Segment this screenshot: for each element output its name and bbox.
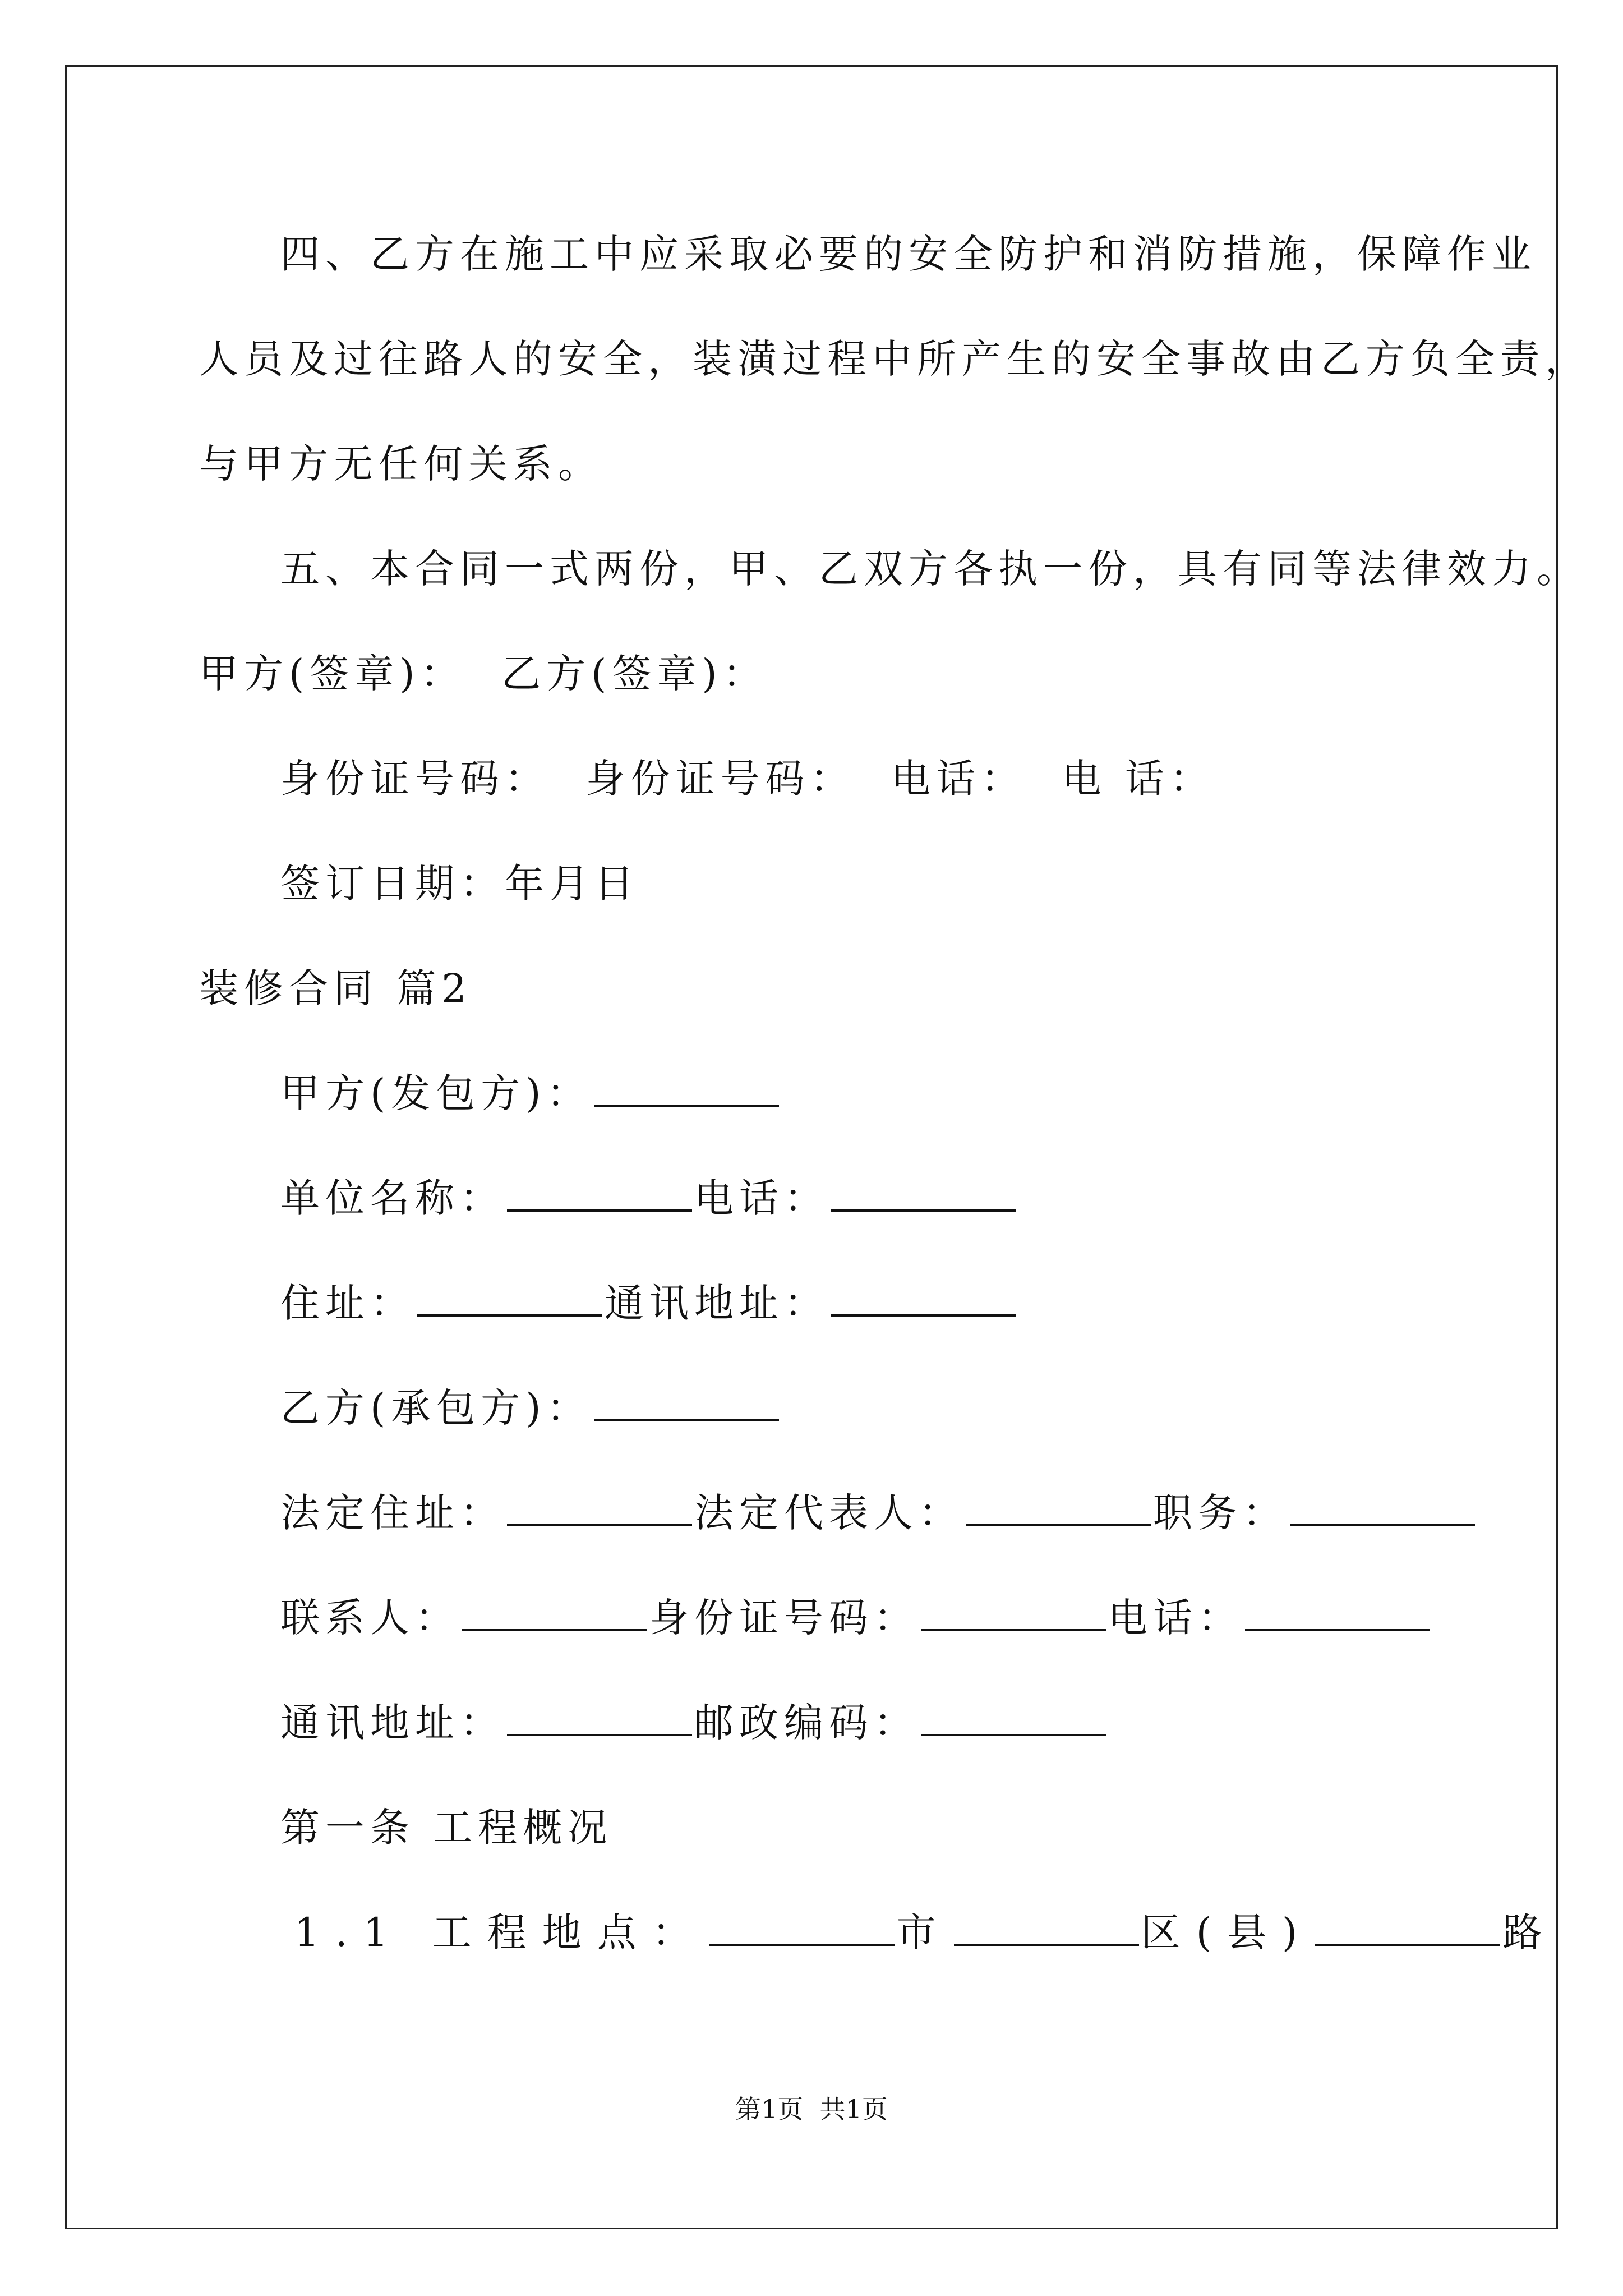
position-label: 职务：	[1153, 1490, 1288, 1536]
mail-address-blank[interactable]	[831, 1280, 1016, 1317]
position-blank[interactable]	[1290, 1489, 1475, 1526]
section-title: 装修合同 篇2	[199, 965, 472, 1011]
mail-address-label: 通讯地址：	[605, 1280, 829, 1326]
city-label: 市	[896, 1910, 952, 1955]
id-phone-line: 身份证号码： 身份证号码： 电话： 电 话：	[280, 756, 1215, 802]
legal-row	[280, 1485, 1477, 1541]
contact-blank[interactable]	[462, 1594, 647, 1631]
paragraph-5: 五、本合同一式两份，甲、乙双方各执一份，具有同等法律效力。	[280, 546, 1581, 592]
mail-address-blank-2[interactable]	[507, 1699, 692, 1736]
district-blank[interactable]	[954, 1909, 1139, 1946]
article-1-title: 第一条 工程概况	[280, 1805, 613, 1851]
road-label: 路	[1502, 1910, 1558, 1955]
mail-address-label-2: 通讯地址：	[280, 1700, 505, 1746]
postcode-blank[interactable]	[921, 1699, 1106, 1736]
mail-postcode-row	[280, 1695, 1108, 1751]
postcode-label: 邮政编码：	[694, 1700, 919, 1746]
contact-label: 联系人：	[280, 1595, 460, 1641]
road-blank[interactable]	[1315, 1909, 1500, 1946]
unit-name-blank[interactable]	[507, 1175, 692, 1212]
phone-label: 电话：	[694, 1175, 829, 1221]
paragraph-4-line-3: 与甲方无任何关系。	[199, 441, 603, 487]
id-number-blank[interactable]	[921, 1594, 1106, 1631]
contact-phone-blank[interactable]	[1245, 1594, 1430, 1631]
city-blank[interactable]	[709, 1909, 895, 1946]
phone-blank[interactable]	[831, 1175, 1016, 1212]
paragraph-4-line-1: 四、乙方在施工中应采取必要的安全防护和消防措施，保障作业	[280, 231, 1537, 277]
legal-rep-label: 法定代表人：	[694, 1490, 963, 1536]
legal-address-blank[interactable]	[507, 1489, 692, 1526]
legal-rep-blank[interactable]	[966, 1489, 1151, 1526]
party-a-row	[280, 1065, 781, 1121]
contact-phone-label: 电话：	[1108, 1595, 1243, 1641]
id-number-label: 身份证号码：	[649, 1595, 919, 1641]
unit-name-label: 单位名称：	[280, 1175, 505, 1221]
item-1-1-row	[294, 1904, 1557, 1961]
party-a-blank[interactable]	[594, 1070, 779, 1107]
address-blank[interactable]	[417, 1280, 602, 1317]
legal-address-label: 法定住址：	[280, 1490, 505, 1536]
unit-phone-row	[280, 1170, 1018, 1226]
party-a-label: 甲方(发包方)：	[280, 1070, 592, 1116]
party-b-blank[interactable]	[594, 1384, 779, 1421]
signature-line: 甲方(签章)： 乙方(签章)：	[199, 651, 768, 697]
paragraph-4-line-2: 人员及过往路人的安全，装潢过程中所产生的安全事故由乙方负全责，	[199, 336, 1590, 382]
party-b-row	[280, 1380, 781, 1436]
address-label: 住址：	[280, 1280, 415, 1326]
contact-row	[280, 1590, 1432, 1646]
item-1-1-label: 1.1 工程地点：	[294, 1910, 707, 1955]
sign-date-line: 签订日期：年月日	[280, 861, 639, 907]
district-label: 区(县)	[1141, 1910, 1313, 1955]
page-footer: 第1页 共1页	[735, 2094, 888, 2124]
address-row	[280, 1275, 1018, 1331]
party-b-label: 乙方(承包方)：	[280, 1385, 592, 1431]
